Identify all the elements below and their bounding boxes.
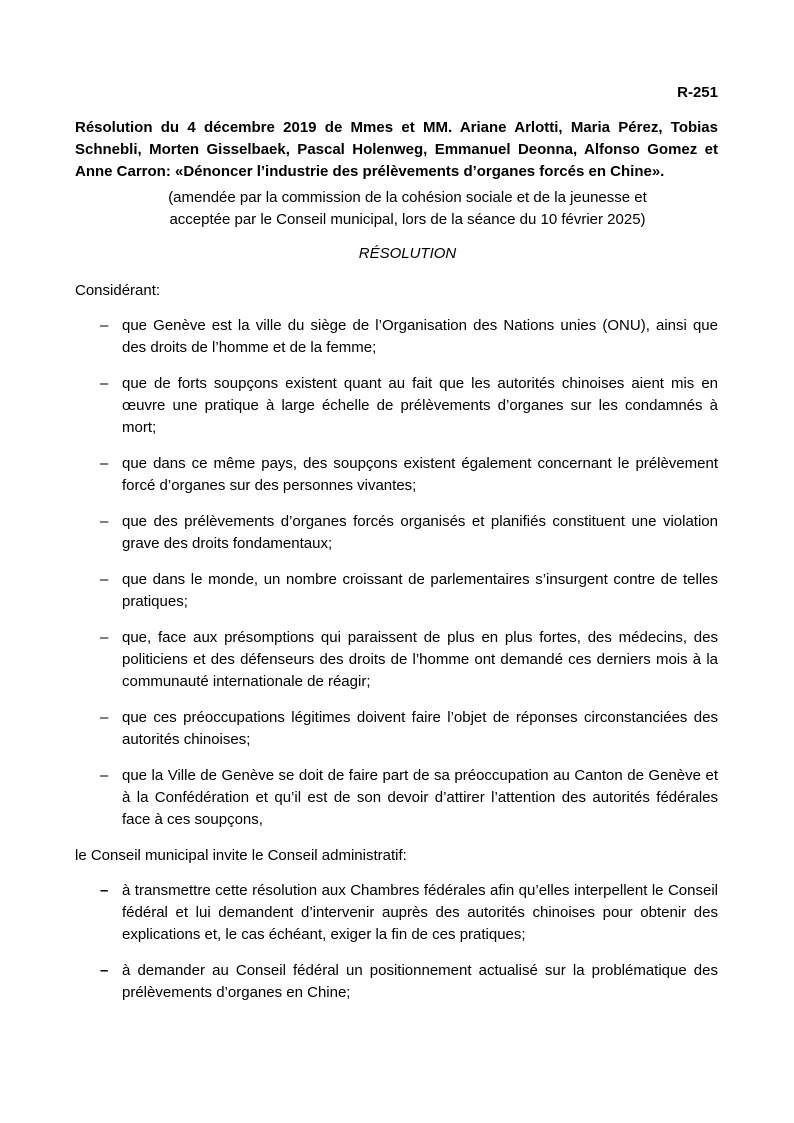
consideration-text: que ces préoccupations légitimes doivent faire l’objet de réponses circonstanciées des autorités chinoises; bbox=[122, 709, 718, 748]
doc-reference: R-251 bbox=[677, 84, 718, 101]
dash-bullet: – bbox=[100, 571, 109, 588]
dash-bullet: – bbox=[100, 629, 109, 646]
consideration-text: que la Ville de Genève se doit de faire part de sa préoccupation au Canton de Genève et à la Confédération et qu’il est de son devoir d’attirer l’attention des autorités fédérales face à ces soupçons, bbox=[122, 767, 718, 828]
consideration-item bbox=[75, 569, 718, 613]
dash-bullet: – bbox=[100, 962, 109, 979]
dash-bullet: – bbox=[100, 375, 109, 392]
dash-bullet: – bbox=[100, 709, 109, 726]
considerations-list bbox=[75, 315, 718, 831]
invitation-item bbox=[75, 960, 718, 1004]
dash-bullet: – bbox=[100, 882, 109, 899]
invitation-text: à transmettre cette résolution aux Chambres fédérales afin qu’elles interpellent le Conseil fédéral et lui demandent d’intervenir auprès des autorités chinoises pour obtenir des explications et, le cas échéant, exiger la fin de ces pratiques; bbox=[122, 882, 718, 943]
consideration-item bbox=[75, 707, 718, 751]
consideration-item bbox=[75, 627, 718, 693]
dash-bullet: – bbox=[100, 317, 109, 334]
invitations-list bbox=[75, 880, 718, 1004]
invitation-item bbox=[75, 880, 718, 946]
amendment-note bbox=[75, 187, 718, 231]
amendment-note-line1: (amendée par la commission de la cohésion sociale et de la jeunesse et bbox=[168, 189, 647, 206]
dash-bullet: – bbox=[100, 513, 109, 530]
consideration-item bbox=[75, 511, 718, 555]
consideration-text: que dans ce même pays, des soupçons existent également concernant le prélèvement forcé d’organes sur des personnes vivantes; bbox=[122, 455, 718, 494]
consideration-text: que de forts soupçons existent quant au fait que les autorités chinoises aient mis en œuvre une pratique à large échelle de prélèvements d’organes sur les condamnés à mort; bbox=[122, 375, 718, 436]
dash-bullet: – bbox=[100, 455, 109, 472]
consideration-item bbox=[75, 453, 718, 497]
amendment-note-line2: acceptée par le Conseil municipal, lors de la séance du 10 février 2025) bbox=[169, 211, 646, 228]
consideration-item bbox=[75, 765, 718, 831]
invitation-text: à demander au Conseil fédéral un positionnement actualisé sur la problématique des prélèvements d’organes en Chine; bbox=[122, 962, 718, 1001]
consideration-text: que dans le monde, un nombre croissant de parlementaires s’insurgent contre de telles pratiques; bbox=[122, 571, 718, 610]
consideration-text: que Genève est la ville du siège de l’Organisation des Nations unies (ONU), ainsi que des droits de l’homme et de la femme; bbox=[122, 317, 718, 356]
consideration-text: que, face aux présomptions qui paraissent de plus en plus fortes, des médecins, des politiciens et des défenseurs des droits de l’homme ont demandé ces derniers mois à la communauté internationale de réagir; bbox=[122, 629, 718, 690]
consideration-item bbox=[75, 315, 718, 359]
invitation-intro: le Conseil municipal invite le Conseil administratif: bbox=[75, 847, 407, 864]
consideration-text: que des prélèvements d’organes forcés organisés et planifiés constituent une violation grave des droits fondamentaux; bbox=[122, 513, 718, 552]
considering-label: Considérant: bbox=[75, 282, 161, 299]
dash-bullet: – bbox=[100, 767, 109, 784]
consideration-item bbox=[75, 373, 718, 439]
section-heading: RÉSOLUTION bbox=[358, 245, 457, 262]
resolution-title: Résolution du 4 décembre 2019 de Mmes et MM. Ariane Arlotti, Maria Pérez, Tobias Schnebli, Morten Gisselbaek, Pascal Holenweg, Emmanuel Deonna, Alfonso Gomez et Anne Carron: «Dénoncer l’industrie des prélèvements d’organes forcés en Chine». bbox=[75, 119, 718, 180]
